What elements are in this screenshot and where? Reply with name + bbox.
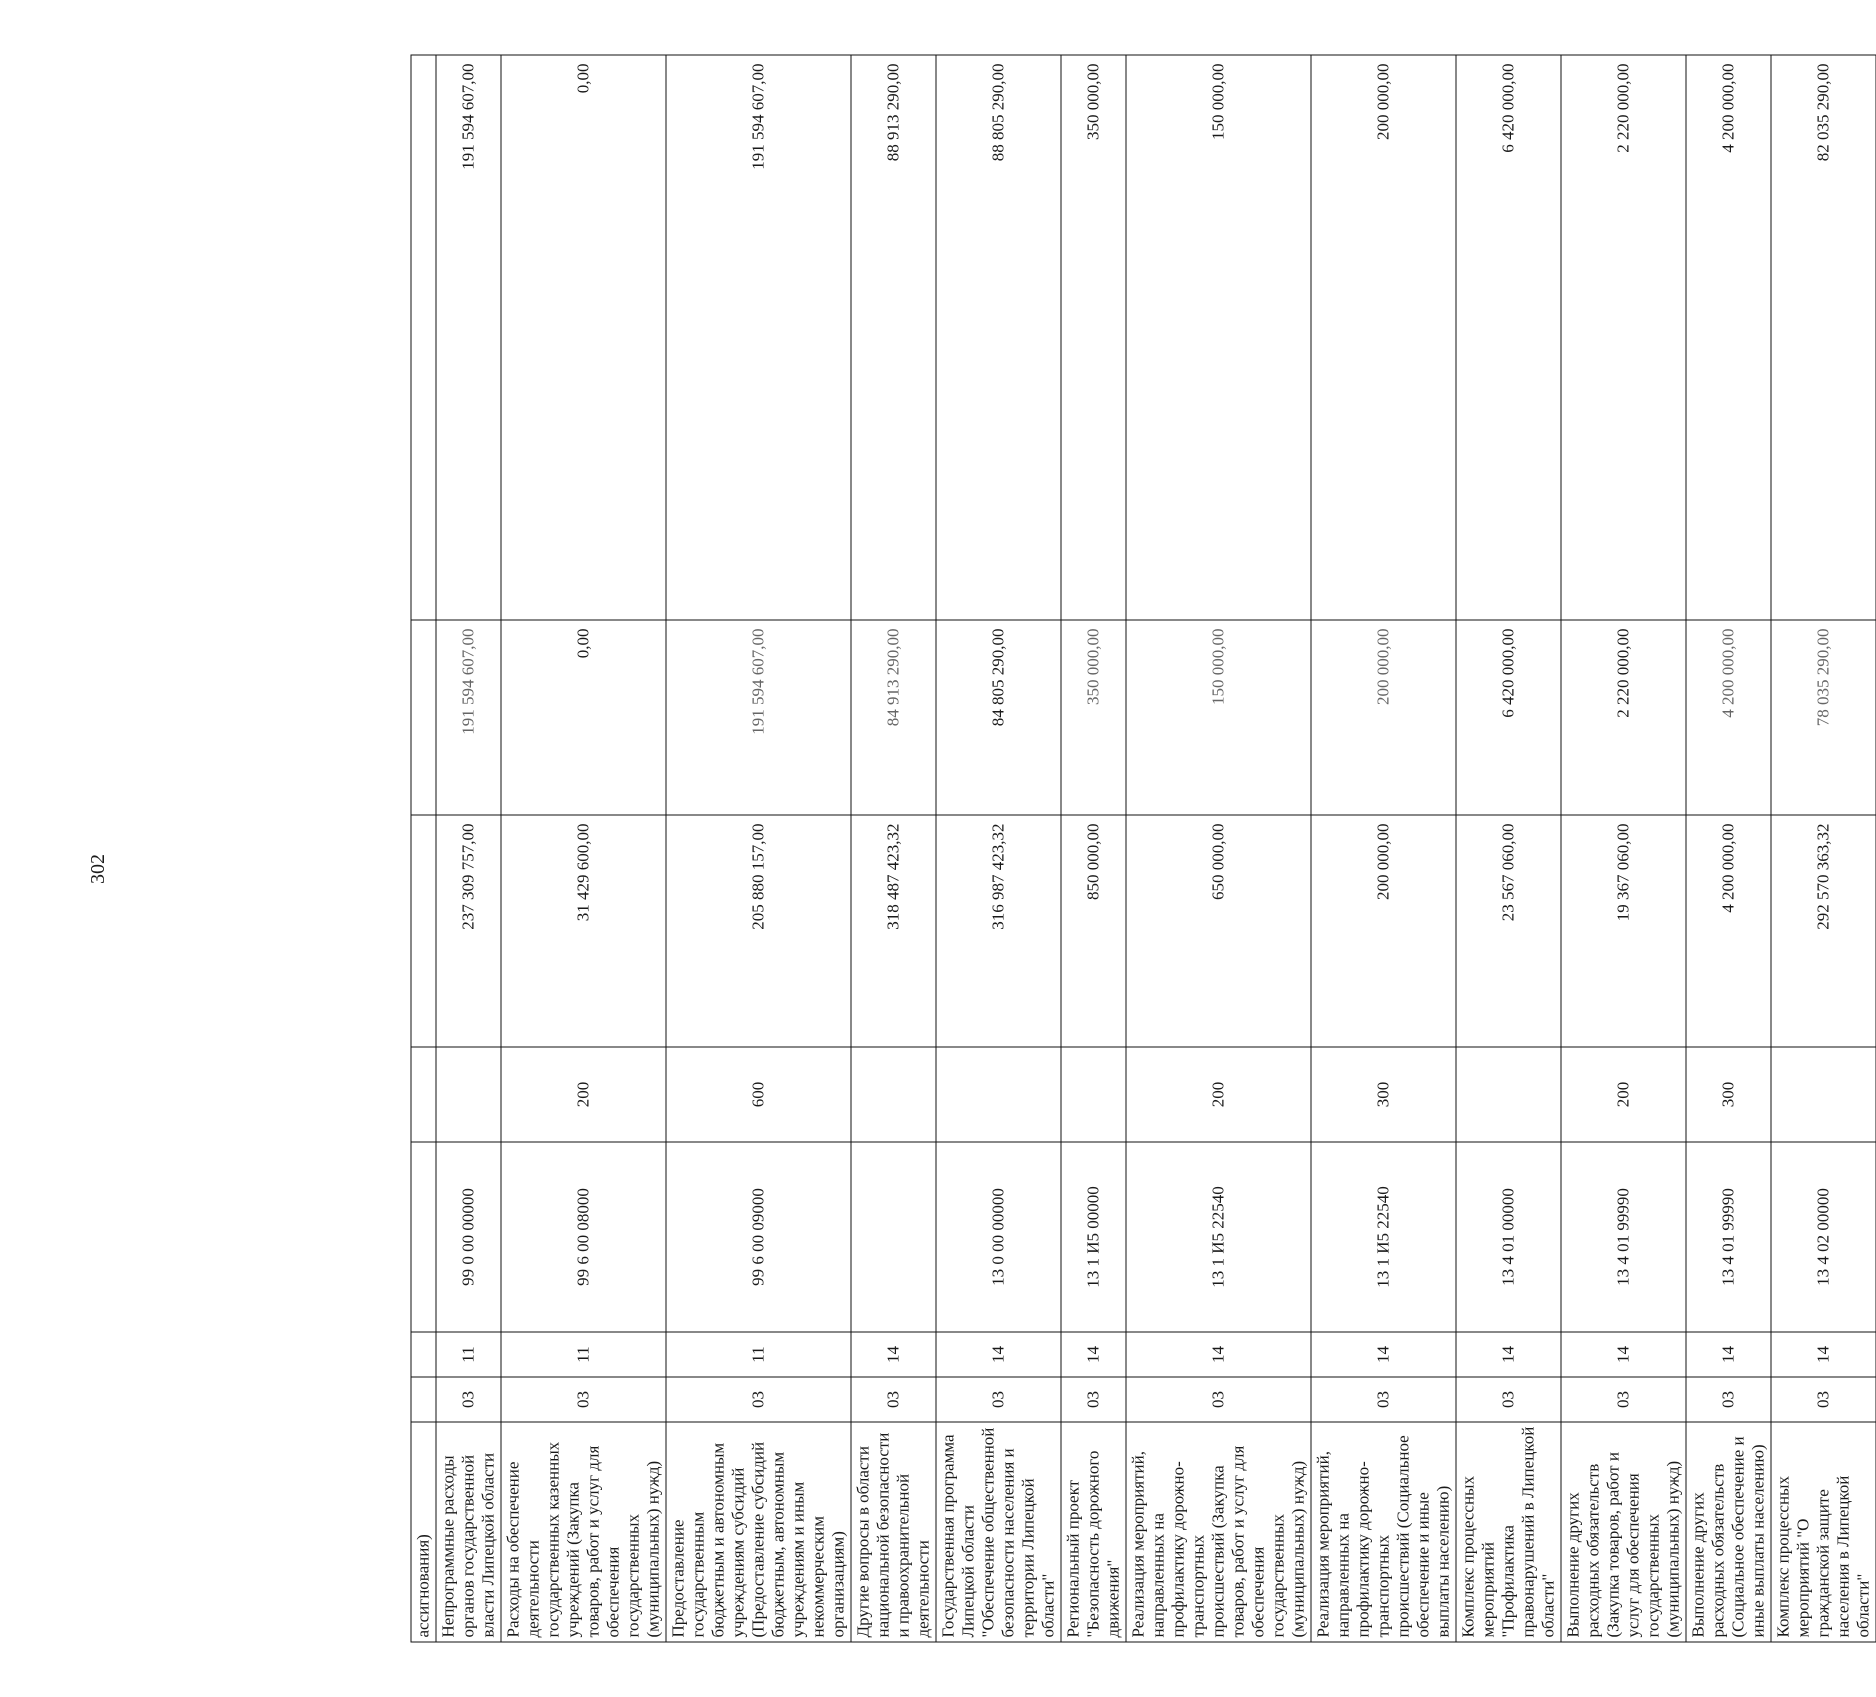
sum-year-2: 4 200 000,00 [1686, 620, 1771, 815]
expense-name: Реализация мероприятий, направленных на профилактику дорожно-транспортных происшествий (Закупка товаров, работ и услуг для обеспечения государственных (муниципальных) нужд) [1126, 1422, 1311, 1642]
subsection-code: 14 [1686, 1332, 1771, 1377]
sum-year-2: 191 594 607,00 [666, 620, 851, 815]
target-article: 99 6 00 09000 [666, 1142, 851, 1332]
empty-cell [411, 55, 436, 620]
sum-year-3: 150 000,00 [1126, 55, 1311, 620]
sum-year-3: 2 220 000,00 [1561, 55, 1686, 620]
sum-year-3: 0,00 [501, 55, 666, 620]
expense-name: Государственная программа Липецкой области "Обеспечение общественной безопасности населения и территории Липецкой области" [936, 1422, 1061, 1642]
sum-year-3: 4 200 000,00 [1686, 55, 1771, 620]
sum-year-1: 200 000,00 [1311, 815, 1456, 1047]
sum-year-2: 350 000,00 [1061, 620, 1126, 815]
section-code: 03 [436, 1377, 501, 1422]
target-article: 13 1 И5 22540 [1126, 1142, 1311, 1332]
expense-name: Расходы на обеспечение деятельности государственных казенных учреждений (Закупка товаров, работ и услуг для обеспечения государственных (муниципальных) нужд) [501, 1422, 666, 1642]
empty-cell [411, 1142, 436, 1332]
sum-year-3: 88 805 290,00 [936, 55, 1061, 620]
sum-year-2: 6 420 000,00 [1456, 620, 1561, 815]
target-article: 13 1 И5 22540 [1311, 1142, 1456, 1332]
section-code: 03 [1561, 1377, 1686, 1422]
sum-year-1: 292 570 363,32 [1771, 815, 1876, 1047]
table-row [1311, 55, 1456, 1642]
empty-cell [411, 1377, 436, 1422]
subsection-code: 14 [1311, 1332, 1456, 1377]
empty-cell [411, 815, 436, 1047]
continuation-row [411, 55, 436, 1642]
empty-cell [411, 1332, 436, 1377]
subsection-code: 14 [1771, 1332, 1876, 1377]
section-code: 03 [936, 1377, 1061, 1422]
sum-year-2: 84 805 290,00 [936, 620, 1061, 815]
table-row [1456, 55, 1561, 1642]
expense-name: Выполнение других расходных обязательств (Социальное обеспечение и иные выплаты населению) [1686, 1422, 1771, 1642]
table-row [1561, 55, 1686, 1642]
target-article: 99 6 00 08000 [501, 1142, 666, 1332]
sum-year-2: 2 220 000,00 [1561, 620, 1686, 815]
sum-year-1: 23 567 060,00 [1456, 815, 1561, 1047]
table-row [501, 55, 666, 1642]
sum-year-3: 200 000,00 [1311, 55, 1456, 620]
expense-type [1771, 1047, 1876, 1142]
section-code: 03 [1456, 1377, 1561, 1422]
section-code: 03 [1061, 1377, 1126, 1422]
subsection-code: 14 [1561, 1332, 1686, 1377]
sum-year-2: 84 913 290,00 [851, 620, 936, 815]
target-article [851, 1142, 936, 1332]
subsection-code: 14 [1126, 1332, 1311, 1377]
sum-year-2: 78 035 290,00 [1771, 620, 1876, 815]
sum-year-2: 191 594 607,00 [436, 620, 501, 815]
expense-type: 300 [1311, 1047, 1456, 1142]
expense-type: 200 [1126, 1047, 1311, 1142]
sum-year-1: 4 200 000,00 [1686, 815, 1771, 1047]
sum-year-1: 318 487 423,32 [851, 815, 936, 1047]
section-code: 03 [1686, 1377, 1771, 1422]
table-row [666, 55, 851, 1642]
table-row [1061, 55, 1126, 1642]
table-row [936, 55, 1061, 1642]
expense-name: Выполнение других расходных обязательств (Закупка товаров, работ и услуг для обеспечения государственных (муниципальных) нужд) [1561, 1422, 1686, 1642]
table-row [1126, 55, 1311, 1642]
target-article: 13 1 И5 00000 [1061, 1142, 1126, 1332]
subsection-code: 14 [1061, 1332, 1126, 1377]
subsection-code: 11 [666, 1332, 851, 1377]
target-article: 13 4 01 99990 [1561, 1142, 1686, 1332]
target-article: 13 4 01 99990 [1686, 1142, 1771, 1332]
empty-cell [411, 620, 436, 815]
sum-year-3: 191 594 607,00 [666, 55, 851, 620]
expense-type [1061, 1047, 1126, 1142]
section-code: 03 [1771, 1377, 1876, 1422]
expense-name: Предоставление государственным бюджетным и автономным учреждениям субсидий (Предоставление субсидий бюджетным, автономным учреждениям и иным некоммерческим организациям) [666, 1422, 851, 1642]
section-code: 03 [1126, 1377, 1311, 1422]
page-number: 302 [87, 854, 109, 884]
sum-year-2: 200 000,00 [1311, 620, 1456, 815]
expense-name: Региональный проект "Безопасность дорожного движения" [1061, 1422, 1126, 1642]
expense-name: Другие вопросы в области национальной безопасности и правоохранительной деятельности [851, 1422, 936, 1642]
expense-type: 200 [501, 1047, 666, 1142]
continuation-text: ассигнования) [411, 1422, 436, 1642]
budget-table [410, 54, 1876, 1642]
sum-year-1: 316 987 423,32 [936, 815, 1061, 1047]
sum-year-2: 0,00 [501, 620, 666, 815]
expense-type: 300 [1686, 1047, 1771, 1142]
expense-type: 600 [666, 1047, 851, 1142]
table-row [1771, 55, 1876, 1642]
sum-year-1: 650 000,00 [1126, 815, 1311, 1047]
sum-year-1: 850 000,00 [1061, 815, 1126, 1047]
target-article: 13 4 02 00000 [1771, 1142, 1876, 1332]
expense-type [936, 1047, 1061, 1142]
sum-year-3: 88 913 290,00 [851, 55, 936, 620]
subsection-code: 14 [851, 1332, 936, 1377]
sum-year-1: 237 309 757,00 [436, 815, 501, 1047]
sum-year-1: 205 880 157,00 [666, 815, 851, 1047]
expense-name: Комплекс процессных мероприятий "Профилактика правонарушений в Липецкой области" [1456, 1422, 1561, 1642]
sum-year-1: 31 429 600,00 [501, 815, 666, 1047]
target-article: 13 4 01 00000 [1456, 1142, 1561, 1332]
sum-year-3: 350 000,00 [1061, 55, 1126, 620]
subsection-code: 11 [436, 1332, 501, 1377]
empty-cell [411, 1047, 436, 1142]
budget-table-rotated [410, 55, 1872, 1642]
expense-type [851, 1047, 936, 1142]
sum-year-3: 191 594 607,00 [436, 55, 501, 620]
section-code: 03 [666, 1377, 851, 1422]
subsection-code: 14 [936, 1332, 1061, 1377]
subsection-code: 14 [1456, 1332, 1561, 1377]
table-row [1686, 55, 1771, 1642]
section-code: 03 [851, 1377, 936, 1422]
table-row [436, 55, 501, 1642]
section-code: 03 [1311, 1377, 1456, 1422]
expense-type [1456, 1047, 1561, 1142]
subsection-code: 11 [501, 1332, 666, 1377]
section-code: 03 [501, 1377, 666, 1422]
expense-name: Комплекс процессных мероприятий "О гражданской защите населения в Липецкой области" [1771, 1422, 1876, 1642]
table-row [851, 55, 936, 1642]
target-article: 13 0 00 00000 [936, 1142, 1061, 1332]
expense-name: Непрограммные расходы органов государственной власти Липецкой области [436, 1422, 501, 1642]
sum-year-1: 19 367 060,00 [1561, 815, 1686, 1047]
sum-year-2: 150 000,00 [1126, 620, 1311, 815]
expense-type [436, 1047, 501, 1142]
expense-type: 200 [1561, 1047, 1686, 1142]
sum-year-3: 6 420 000,00 [1456, 55, 1561, 620]
target-article: 99 0 00 00000 [436, 1142, 501, 1332]
expense-name: Реализация мероприятий, направленных на профилактику дорожно-транспортных происшествий (Социальное обеспечение и иные выплаты населению) [1311, 1422, 1456, 1642]
sum-year-3: 82 035 290,00 [1771, 55, 1876, 620]
